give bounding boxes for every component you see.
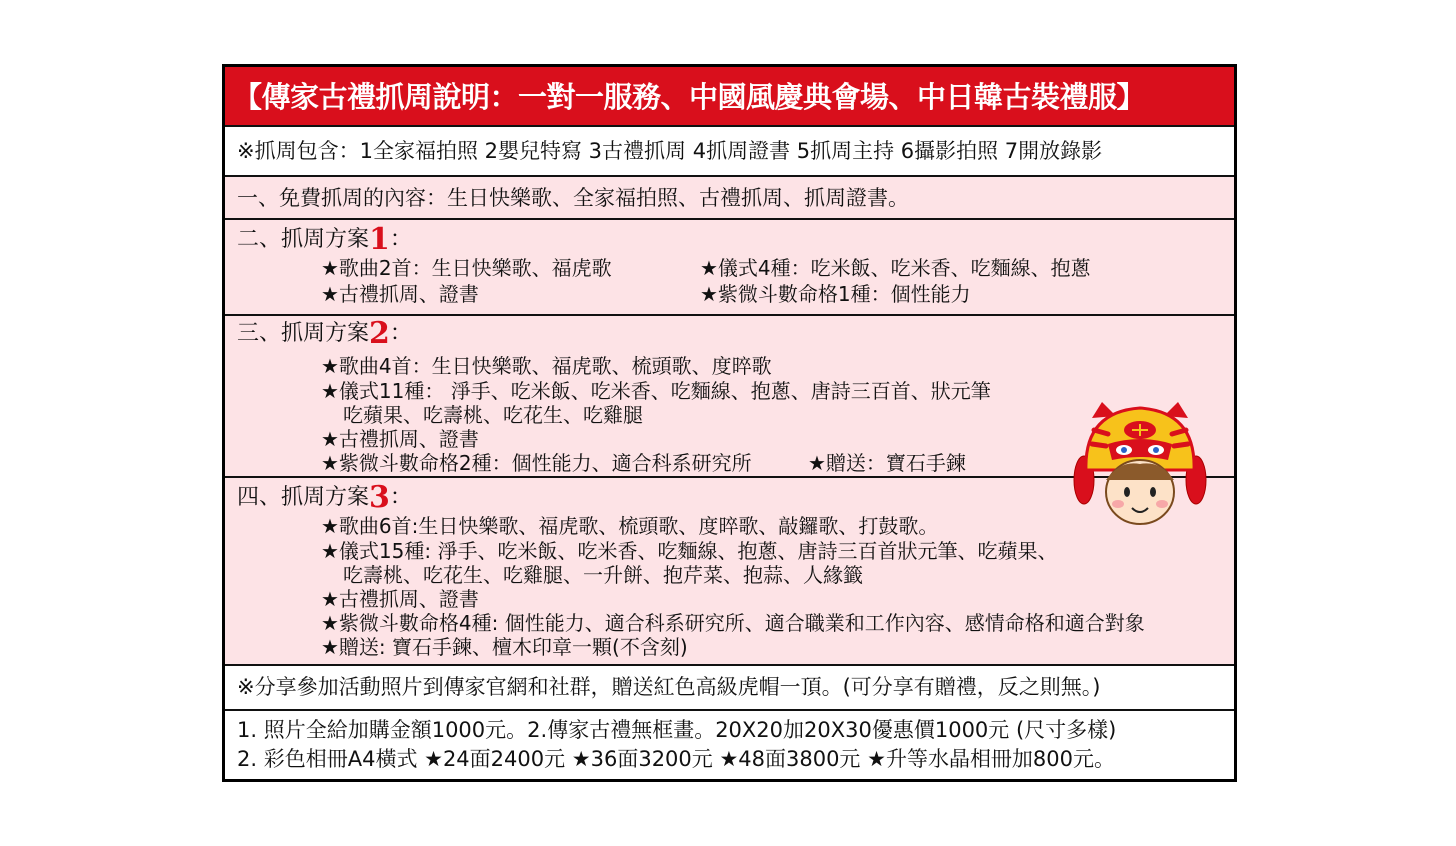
plan1-songs: ★歌曲2首：生日快樂歌、福虎歌 [321,256,612,280]
plan1-heading [237,222,412,257]
share-text: ※分享參加活動照片到傳家官網和社群，贈送紅色高級虎帽一頂。(可分享有贈禮，反之則無。) [237,675,1101,699]
table-title: 【傳家古禮抓周說明：一對一服務、中國風慶典會場、中日韓古裝禮服】 [225,67,1234,127]
plan2-heading-label: 三、抓周方案 [237,321,370,346]
note-2: 2. 彩色相冊A4橫式 ★24面2400元 ★36面3200元 ★48面3800元 ★升等水晶相冊加800元。 [237,747,1116,771]
includes-row [225,127,1234,177]
plan1-ziwei: ★紫微斗數命格1種：個性能力 [700,282,971,306]
plan2-rituals: ★儀式11種： 淨手、吃米飯、吃米香、吃麵線、抱蔥、唐詩三百首、狀元筆 [321,379,991,403]
plan2-gift: ★贈送：寶石手鍊 [808,451,966,475]
plan2-number: 2 [369,316,390,351]
includes-text: ※抓周包含：1全家福拍照 2嬰兒特寫 3古禮抓周 4抓周證書 5抓周主持 6攝影拍照 7開放錄影 [237,139,1103,163]
plan2-songs: ★歌曲4首：生日快樂歌、福虎歌、梳頭歌、度晬歌 [321,354,772,378]
plan1-zhuazhou: ★古禮抓周、證書 [321,282,479,306]
plan3-rituals-cont: 吃壽桃、吃花生、吃雞腿、一升餅、抱芹菜、抱蒜、人緣籤 [343,563,863,587]
plan2-rituals-cont: 吃蘋果、吃壽桃、吃花生、吃雞腿 [343,403,643,427]
plan1-row [225,220,1234,316]
plan2-heading [237,316,412,351]
plan2-zhuazhou: ★古禮抓周、證書 [321,427,479,451]
plan2-ziwei: ★紫微斗數命格2種：個性能力、適合科系研究所 [321,451,752,475]
share-row [225,666,1234,711]
plan3-ziwei: ★紫微斗數命格4種: 個性能力、適合科系研究所、適合職業和工作內容、感情命格和適合對象 [321,611,1145,635]
tiger-hat-baby-icon [1072,400,1208,530]
plan3-colon: ： [389,485,412,510]
plan1-heading-label: 二、抓周方案 [237,227,370,252]
plan3-songs: ★歌曲6首:生日快樂歌、福虎歌、梳頭歌、度晬歌、敲鑼歌、打鼓歌。 [321,514,939,538]
plan3-heading-label: 四、抓周方案 [237,485,370,510]
plan3-number: 3 [369,480,390,515]
free-text: 一、免費抓周的內容：生日快樂歌、全家福拍照、古禮抓周、抓周證書。 [237,186,909,210]
plan1-rituals: ★儀式4種：吃米飯、吃米香、吃麵線、抱蔥 [700,256,1091,280]
plan3-zhuazhou: ★古禮抓周、證書 [321,587,479,611]
plan3-heading [237,480,412,515]
free-row [225,177,1234,220]
plan1-colon: ： [389,227,412,252]
notes-row [225,711,1234,779]
plan1-number: 1 [369,222,390,257]
plan3-rituals: ★儀式15種: 淨手、吃米飯、吃米香、吃麵線、抱蔥、唐詩三百首狀元筆、吃蘋果、 [321,539,1058,563]
note-1: 1. 照片全給加購金額1000元。2.傳家古禮無框畫。20X20加20X30優惠價1000元 (尺寸多樣) [237,718,1117,742]
plan3-gift: ★贈送: 寶石手鍊、檀木印章一顆(不含刻) [321,635,688,659]
plan2-colon: ： [389,321,412,346]
